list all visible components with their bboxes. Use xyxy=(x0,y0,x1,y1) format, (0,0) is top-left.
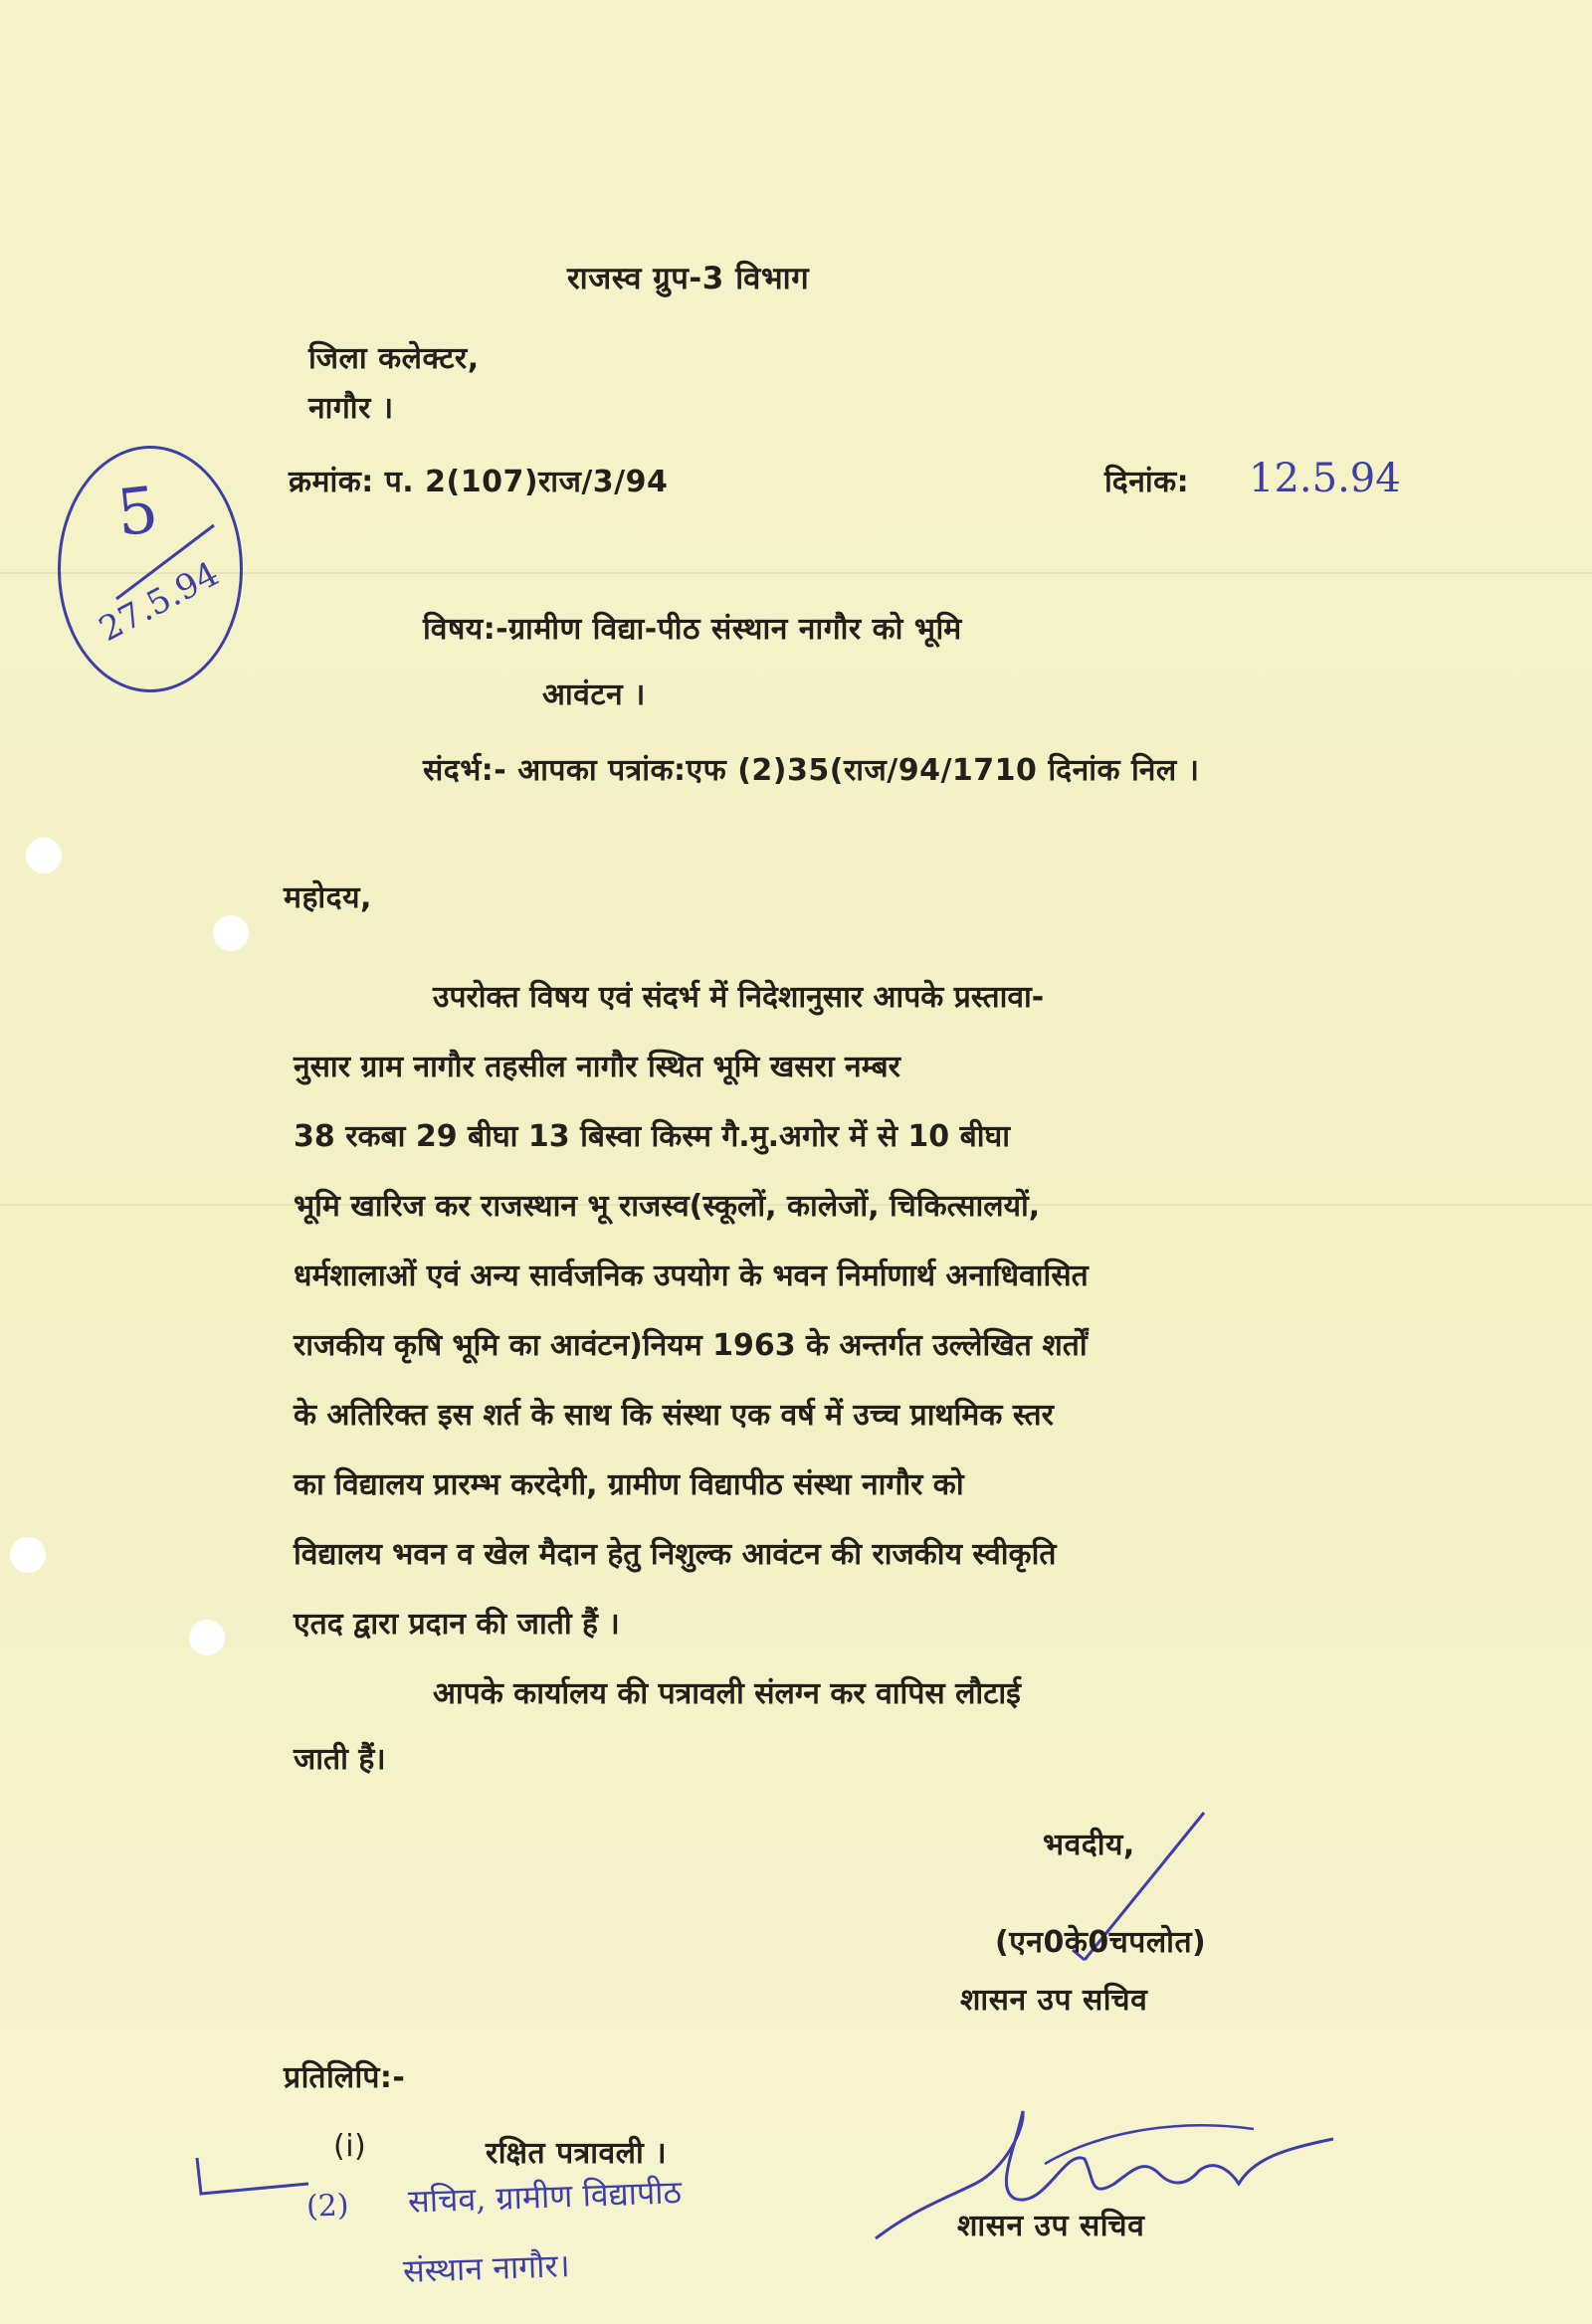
subject-line-2: आवंटन । xyxy=(542,678,646,712)
handwritten-date: 12.5.94 xyxy=(1249,456,1401,501)
salutation: महोदय, xyxy=(284,880,372,915)
body-line: जाती हैं। xyxy=(294,1742,386,1777)
context-reference: संदर्भ:- आपका पत्रांक:एफ (2)35(राज/94/1710 दिनांक निल । xyxy=(423,753,1200,788)
body-line: का विद्यालय प्रारम्भ करदेगी, ग्रामीण विद्यापीठ संस्था नागौर को xyxy=(294,1467,964,1502)
body-line: एतद द्वारा प्रदान की जाती हैं । xyxy=(294,1607,620,1642)
handwritten-mark-bottom: 27.5.94 xyxy=(93,553,226,651)
copy-item-2-line-1: सचिव, ग्रामीण विद्यापीठ xyxy=(407,2173,683,2221)
copy-item-1-text: रक्षित पत्रावली । xyxy=(486,2136,668,2171)
body-line: 38 रकबा 29 बीघा 13 बिस्वा किस्म गै.मु.अगोर में से 10 बीघा xyxy=(294,1119,1011,1154)
punch-hole xyxy=(26,838,62,873)
body-line: उपरोक्त विषय एवं संदर्भ में निदेशानुसार आपके प्रस्तावा- xyxy=(433,980,1045,1015)
body-line: धर्मशालाओं एवं अन्य सार्वजनिक उपयोग के भवन निर्माणार्थ अनाधिवासित xyxy=(294,1259,1089,1293)
copy-item-2-marker: (2) xyxy=(305,2188,350,2225)
punch-hole xyxy=(10,1537,46,1573)
signatory-title: शासन उप सचिव xyxy=(960,1983,1148,2018)
copy-to-label: प्रतिलिपि:- xyxy=(284,2060,406,2095)
recipient-line-2: नागौर । xyxy=(308,391,394,426)
reference-number: क्रमांक: प. 2(107)राज/3/94 xyxy=(289,465,669,499)
handwritten-slash xyxy=(95,517,234,607)
recipient-line-1: जिला कलेक्टर, xyxy=(308,341,480,376)
body-line: के अतिरिक्त इस शर्त के साथ कि संस्था एक वर्ष में उच्च प्राथमिक स्तर xyxy=(294,1398,1054,1433)
copy-item-1-marker: (i) xyxy=(333,2129,367,2164)
signatory-name: (एन0के0चपलोत) xyxy=(995,1925,1207,1960)
body-line: आपके कार्यालय की पत्रावली संलग्न कर वापिस लौटाई xyxy=(433,1676,1021,1711)
handwritten-mark-top: 5 xyxy=(113,474,162,551)
copy-item-2-line-2: संस्थान नागौर। xyxy=(402,2246,571,2290)
body-line: राजकीय कृषि भूमि का आवंटन)नियम 1963 के अन्तर्गत उल्लेखित शर्तों xyxy=(294,1328,1088,1363)
second-signatory-title: शासन उप सचिव xyxy=(957,2209,1145,2243)
punch-hole xyxy=(213,915,249,951)
body-line: नुसार ग्राम नागौर तहसील नागौर स्थित भूमि खसरा नम्बर xyxy=(294,1050,900,1084)
date-label: दिनांक: xyxy=(1104,465,1190,499)
body-line: भूमि खारिज कर राजस्थान भू राजस्व(स्कूलों, कालेजों, चिकित्सालयों, xyxy=(294,1189,1041,1224)
department-header: राजस्व ग्रुप-3 विभाग xyxy=(567,261,810,296)
closing: भवदीय, xyxy=(1043,1828,1135,1862)
subject-line-1: विषय:-ग्रामीण विद्या-पीठ संस्थान नागौर को भूमि xyxy=(423,612,962,647)
punch-hole xyxy=(189,1620,225,1655)
handwritten-corner-mark xyxy=(189,2154,318,2204)
body-line: विद्यालय भवन व खेल मैदान हेतु निशुल्क आवंटन की राजकीय स्वीकृति xyxy=(294,1537,1057,1572)
